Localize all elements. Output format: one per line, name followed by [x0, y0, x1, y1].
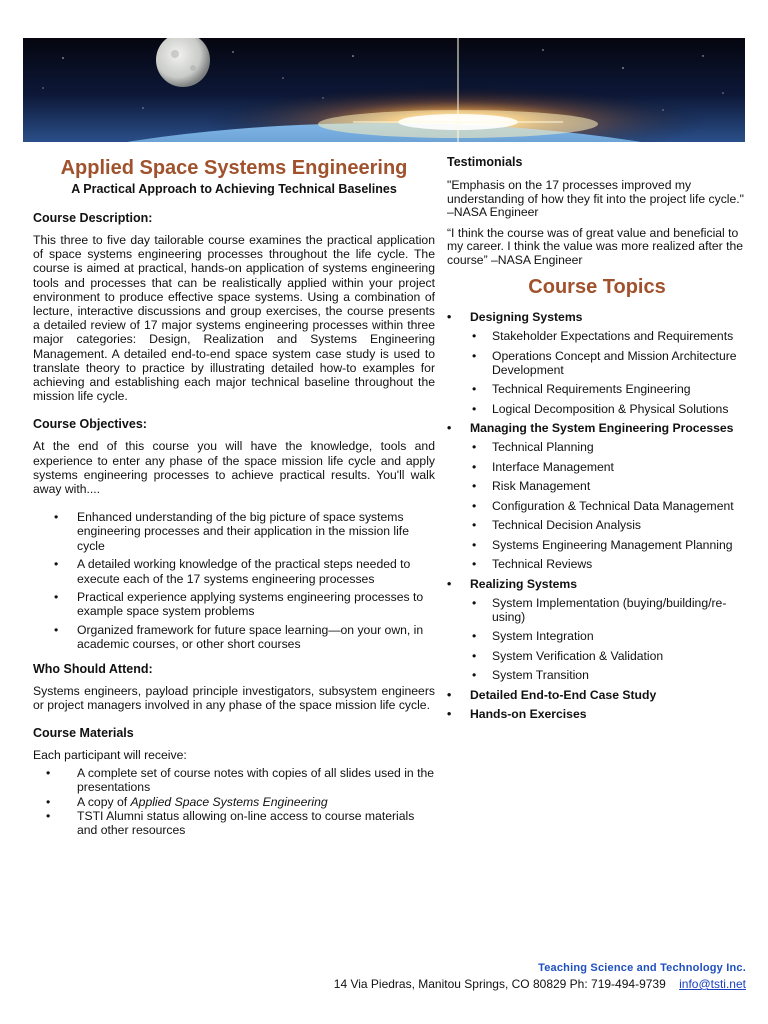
list-item: • Stakeholder Expectations and Requirements	[472, 329, 734, 343]
testimonials-heading: Testimonials	[447, 155, 523, 169]
bullet-icon: •	[472, 498, 477, 513]
space-banner-image	[23, 38, 745, 142]
footer-contact	[334, 977, 746, 991]
bullet-icon: •	[447, 310, 452, 324]
footer-company-name: Teaching Science and Technology Inc.	[538, 962, 746, 974]
topic-group-designing: • Designing Systems • Stakeholder Expectations and Requirements • Operations Concept and Mission Architecture Development • Technical Requirements Engineering • Logical Decomposition & Physical Solutions	[447, 310, 747, 416]
list-item: • A complete set of course notes with copies of all slides used in the presentations	[46, 766, 435, 795]
list-item: • A copy of Applied Space Systems Engineering	[46, 794, 328, 809]
bullet-icon: •	[54, 623, 59, 638]
course-description-text: This three to five day tailorable course examines the practical application of space systems engineering processes throughout the life cycle. The course is aimed at practical, hands-on application of systems engineering tools and processes that can be realistically applied within your project environment to produce effective space systems. Using a combination of lecture, interactive discussions and group exercises, the course presents a detailed review of 17 major systems engineering processes within three major categories: Design, Realization and Systems Engineering Management. A detailed end-to-end space system case study is used to translate theory to practice by illustrating detailed how-to examples for achieving and establishing each major technical baseline throughout the mission life cycle.	[33, 233, 435, 404]
bullet-icon: •	[46, 808, 51, 823]
bullet-icon: •	[472, 629, 477, 643]
course-objectives-text: At the end of this course you will have the knowledge, tools and experience to enter any phase of the space mission life cycle and apply systems engineering processes to achieve practical results. You'll walk away with....	[33, 439, 435, 497]
list-item: • System Integration	[472, 629, 594, 643]
testimonial-2: “I think the course was of great value and beneficial to my career. I think the value was more realized after the course” –NASA Engineer	[447, 225, 744, 267]
bullet-icon: •	[472, 518, 477, 532]
bullet-icon: •	[472, 401, 477, 416]
bullet-icon: •	[447, 687, 452, 702]
list-item: • Technical Requirements Engineering	[472, 382, 691, 396]
list-item: • Operations Concept and Mission Architecture Development	[472, 348, 737, 377]
list-item: • Interface Management	[472, 459, 614, 474]
who-should-attend-text: Systems engineers, payload principle investigators, subsystem engineers or project managers involved in any phase of the space mission life cycle.	[33, 683, 435, 712]
bullet-icon: •	[472, 648, 477, 663]
list-item: • System Verification & Validation	[472, 648, 664, 663]
list-item: • Technical Planning	[472, 440, 594, 454]
bullet-icon: •	[447, 576, 452, 591]
list-item: • System Implementation (buying/building/re-using)	[472, 595, 727, 624]
course-objectives-heading: Course Objectives:	[33, 417, 147, 432]
bullet-icon: •	[472, 329, 477, 343]
list-item: • Configuration & Technical Data Management	[472, 498, 734, 513]
footer-address: 14 Via Piedras, Manitou Springs, CO 80829 Ph: 719-494-9739	[333, 977, 666, 991]
objectives-list	[33, 510, 435, 651]
bullet-icon: •	[46, 794, 51, 809]
course-description-heading: Course Description:	[33, 211, 153, 225]
bullet-icon: •	[447, 706, 452, 721]
space-banner	[23, 38, 745, 142]
left-column	[33, 155, 435, 837]
list-item: • Practical experience applying systems engineering processes to example space system problems	[54, 590, 424, 619]
list-item: • Technical Decision Analysis	[472, 518, 642, 532]
list-item: • Enhanced understanding of the big picture of space systems engineering processes and their application in the mission life cycle	[54, 510, 409, 553]
bullet-icon: •	[54, 590, 59, 605]
bullet-icon: •	[54, 557, 59, 572]
bullet-icon: •	[46, 766, 51, 781]
page-subtitle: A Practical Approach to Achieving Technical Baselines	[71, 182, 397, 196]
testimonial-1: "Emphasis on the 17 processes improved my understanding of how they fit into the project life cycle." –NASA Engineer	[447, 178, 744, 219]
course-topics-title: Course Topics	[528, 276, 666, 298]
topic-group-managing: • Managing the System Engineering Processes • Technical Planning • Interface Management • Risk Management • Configuration & Technical Data Management • Technical Decision Analysis • Systems Engineering Management Planning • Technical Reviews	[447, 421, 747, 571]
list-item: • A detailed working knowledge of the practical steps needed to execute each of the 17 systems engineering processes	[54, 557, 411, 586]
who-should-attend-heading: Who Should Attend:	[33, 661, 153, 676]
course-materials-intro: Each participant will receive:	[33, 747, 187, 762]
bullet-icon: •	[472, 348, 477, 363]
email-link[interactable]: info@tsti.net	[679, 977, 746, 991]
topic-group-realizing: • Realizing Systems • System Implementation (buying/building/re-using) • System Integration • System Verification & Validation • System Transition	[447, 577, 747, 683]
list-item: • Technical Reviews	[472, 557, 593, 571]
course-topics-list	[447, 310, 747, 721]
list-item: • Logical Decomposition & Physical Solutions	[472, 401, 729, 416]
bullet-icon: •	[472, 479, 477, 493]
course-materials-heading: Course Materials	[33, 725, 134, 740]
bullet-icon: •	[472, 668, 477, 682]
bullet-icon: •	[447, 421, 452, 435]
book-title: Applied Space Systems Engineering	[130, 794, 328, 809]
bullet-icon: •	[472, 440, 477, 454]
list-item: • Organized framework for future space learning—on your own, in academic courses, or other short courses	[54, 623, 424, 652]
bullet-icon: •	[472, 459, 477, 474]
topic-group-case-study: • Detailed End-to-End Case Study	[447, 687, 657, 702]
list-item: • TSTI Alumni status allowing on-line access to course materials and other resources	[46, 808, 415, 837]
list-item: • Systems Engineering Management Planning	[472, 537, 733, 552]
right-column	[447, 155, 747, 726]
bullet-icon: •	[54, 510, 59, 525]
page-title: Applied Space Systems Engineering	[60, 157, 408, 179]
bullet-icon: •	[472, 595, 477, 610]
list-item: • System Transition	[472, 668, 589, 682]
topic-group-exercises: • Hands-on Exercises	[447, 706, 587, 721]
bullet-icon: •	[472, 537, 477, 552]
bullet-icon: •	[472, 382, 477, 396]
bullet-icon: •	[472, 557, 477, 571]
materials-list	[33, 766, 435, 837]
list-item: • Risk Management	[472, 479, 591, 493]
